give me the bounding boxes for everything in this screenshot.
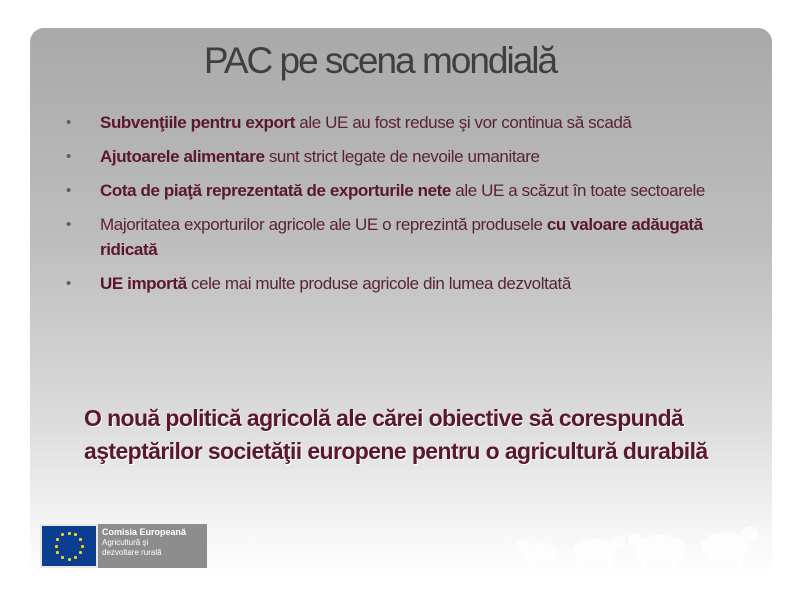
bullet-dot-icon: • — [66, 216, 71, 233]
eu-star-icon — [74, 533, 77, 536]
bullet-text: Majoritatea exporturilor agricole ale UE o reprezintă produsele — [100, 215, 547, 234]
bullet-dot-icon: • — [66, 114, 71, 131]
eu-star-icon — [68, 558, 71, 561]
bullet-bold-lead: Subvenţiile pentru export — [100, 113, 295, 132]
eu-star-icon — [79, 551, 82, 554]
eu-star-icon — [55, 545, 58, 548]
dept-line-2: dezvoltare rurală — [102, 548, 162, 557]
org-name: Comisia Europeană — [102, 527, 187, 537]
bullet-text: ale UE a scăzut în toate sectoarele — [450, 181, 705, 200]
farm-animals-silhouette-icon — [500, 510, 770, 570]
european-commission-logo — [40, 524, 207, 568]
eu-star-icon — [81, 545, 84, 548]
bullet-text: cele mai multe produse agricole din lumea dezvoltată — [186, 274, 571, 293]
bullet-text: sunt strict legate de nevoile umanitare — [264, 147, 540, 166]
bullet-text: ale UE au fost reduse şi vor continua să scadă — [294, 113, 632, 132]
callout-statement: O nouă politică agricolă ale cărei obiective să corespundă aşteptărilor societăţii europene pentru o agricultură durabilă — [84, 405, 708, 464]
bullet-item — [66, 271, 726, 296]
eu-star-icon — [61, 556, 64, 559]
dept-line-1: Agricultură şi — [102, 538, 149, 547]
bullet-dot-icon: • — [66, 275, 71, 292]
bullet-item — [66, 178, 726, 203]
bullet-bold-tail: cu valoare adăugată ridicată — [100, 215, 703, 259]
bullet-bold-lead: Cota de piaţă reprezentată de exporturile nete — [100, 181, 451, 200]
bullet-item — [66, 110, 726, 135]
bullet-item — [66, 144, 726, 169]
eu-star-icon — [61, 533, 64, 536]
eu-star-icon — [56, 551, 59, 554]
bullet-bold-lead: UE importă — [100, 274, 187, 293]
eu-star-icon — [68, 532, 71, 535]
eu-star-icon — [79, 538, 82, 541]
bullet-bold-lead: Ajutoarele alimentare — [100, 147, 265, 166]
bullet-list — [66, 110, 726, 305]
slide-title: PAC pe scena mondială — [203, 40, 557, 81]
eu-star-icon — [74, 556, 77, 559]
bullet-dot-icon: • — [66, 182, 71, 199]
eu-flag-icon — [42, 526, 96, 566]
eu-star-icon — [56, 538, 59, 541]
bullet-item — [66, 212, 726, 262]
org-label — [98, 524, 207, 568]
bullet-dot-icon: • — [66, 148, 71, 165]
